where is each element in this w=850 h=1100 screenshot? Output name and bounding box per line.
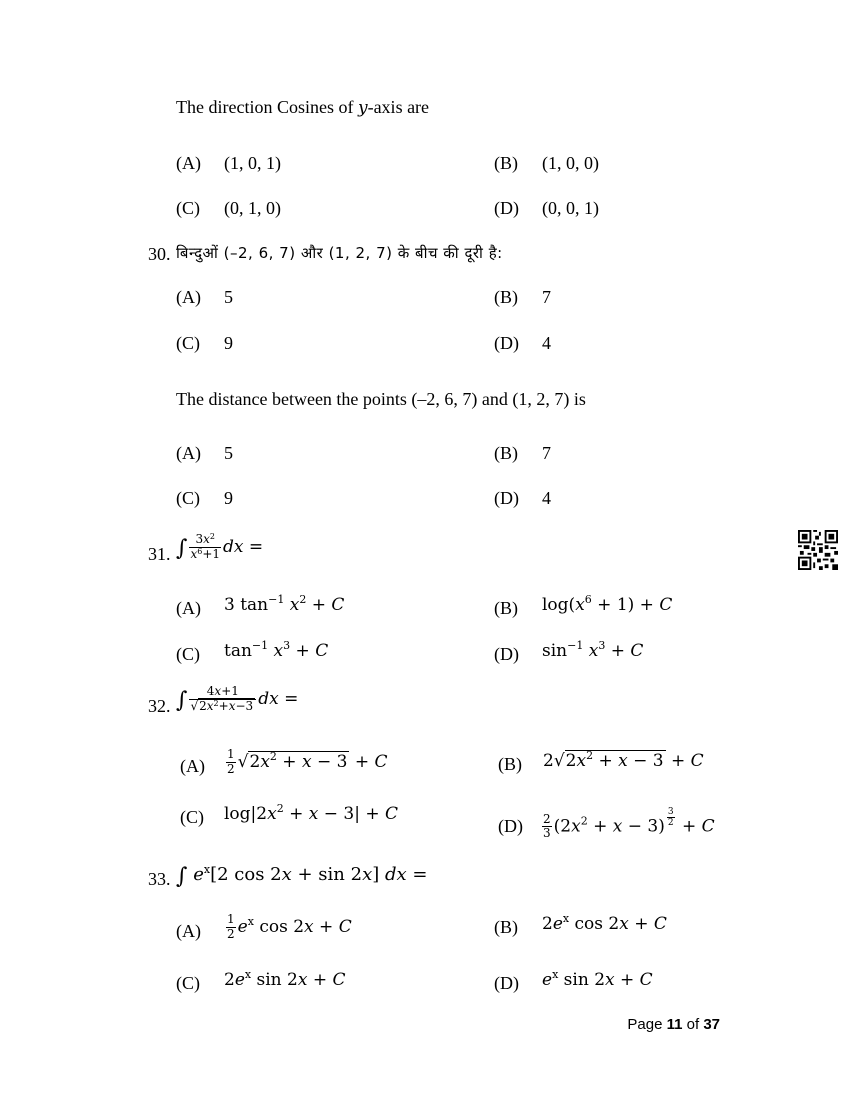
q29-option-d-text: (0, 0, 1) — [542, 198, 599, 218]
q32-option-a-math: $\frac{1}{2}$ $√2x^2 + x - 3 + C$ — [227, 747, 388, 776]
q29-option-a-text: (1, 0, 1) — [224, 153, 281, 173]
q29-option-c-text: (0, 1, 0) — [224, 198, 281, 218]
q33-integral-expression: ∫ $e^x[2$ cos 2x + sin 2x] dx = — [176, 863, 428, 889]
q30-number: 30. — [148, 244, 171, 264]
q33-option-d-label: (D) — [494, 973, 519, 993]
q30-hi-option-a-text: 5 — [224, 287, 233, 307]
q30-hi-option-a-label: (A) — [176, 287, 201, 307]
q30-en-option-c-text: 9 — [224, 488, 233, 508]
q29-option-b-text: (1, 0, 0) — [542, 153, 599, 173]
q30-en-option-a-text: 5 — [224, 443, 233, 463]
q29-option-a-label: (A) — [176, 153, 201, 173]
q31-option-b-label: (B) — [494, 598, 518, 618]
q31-option-d-math: $\sin^{-1} x^3 + C$ — [542, 639, 644, 661]
q32-integral-expression: ∫ $\frac{4x+1}{√2x^2+x-3}$ dx = — [176, 684, 299, 713]
q30-en-option-b-label: (B) — [494, 443, 518, 463]
q29-option-b-label: (B) — [494, 153, 518, 173]
q31-option-b-math: $\log(x^6 + 1) + C$ — [542, 593, 673, 615]
q31-option-d-label: (D) — [494, 644, 519, 664]
q31-option-a-label: (A) — [176, 598, 201, 618]
q33-option-b-math: $2e^x$ cos 2x + C — [542, 912, 667, 934]
q29-stem: The direction Cosines of y-axis are — [176, 97, 430, 118]
q31-option-c-math: $\tan^{-1} x^3 + C$ — [224, 639, 329, 661]
q33-number: 33. — [148, 869, 171, 889]
q29-option-d-label: (D) — [494, 198, 519, 218]
q30-en-option-d-text: 4 — [542, 488, 551, 508]
q32-option-b-math: $2√2x^2 + x - 3 + C$ — [543, 749, 704, 771]
q33-option-c-math: $2e^x$ sin 2x + C — [224, 968, 346, 990]
q31-number: 31. — [148, 544, 171, 564]
q32-number: 32. — [148, 696, 171, 716]
q33-option-a-math: $\frac{1}{2}$ $e^x$ cos 2x + C — [227, 912, 352, 941]
q30-en-option-d-label: (D) — [494, 488, 519, 508]
q30-stem-english: The distance between the points (–2, 6, 7) and (1, 2, 7) is — [176, 389, 586, 409]
q30-stem-hindi: बिन्दुओं (–2, 6, 7) और (1, 2, 7) के बीच की दूरी है: — [176, 244, 503, 262]
q30-en-option-c-label: (C) — [176, 488, 200, 508]
qr-code-icon — [798, 530, 838, 570]
q29-option-c-label: (C) — [176, 198, 200, 218]
q32-option-c-math: $\log|2x^2 + x - 3| + C$ — [224, 802, 399, 824]
q32-option-a-label: (A) — [180, 756, 205, 776]
q32-option-b-label: (B) — [498, 754, 522, 774]
q33-option-b-label: (B) — [494, 917, 518, 937]
q33-option-c-label: (C) — [176, 973, 200, 993]
q33-option-a-label: (A) — [176, 921, 201, 941]
q30-en-option-b-text: 7 — [542, 443, 551, 463]
q32-option-c-label: (C) — [180, 807, 204, 827]
q30-hi-option-d-label: (D) — [494, 333, 519, 353]
q30-hi-option-d-text: 4 — [542, 333, 551, 353]
q32-option-d-math: $\frac{2}{3}$ $(2x^2 + x - 3)$ $\frac{3}{2}$ + C — [543, 807, 715, 841]
page-footer: Page 11 of 37 — [627, 1016, 720, 1033]
q30-hi-option-c-label: (C) — [176, 333, 200, 353]
q31-integral-expression: ∫ $\frac{3x^2}{x^6+1}$ dx = — [176, 532, 264, 561]
q30-hi-option-c-text: 9 — [224, 333, 233, 353]
q31-option-c-label: (C) — [176, 644, 200, 664]
q30-hi-option-b-text: 7 — [542, 287, 551, 307]
q33-option-d-math: $e^x$ sin 2x + C — [542, 968, 653, 990]
q30-en-option-a-label: (A) — [176, 443, 201, 463]
q31-option-a-math: 3 $\tan^{-1} x^2 + C$ — [224, 593, 345, 615]
q30-hi-option-b-label: (B) — [494, 287, 518, 307]
q32-option-d-label: (D) — [498, 816, 523, 836]
